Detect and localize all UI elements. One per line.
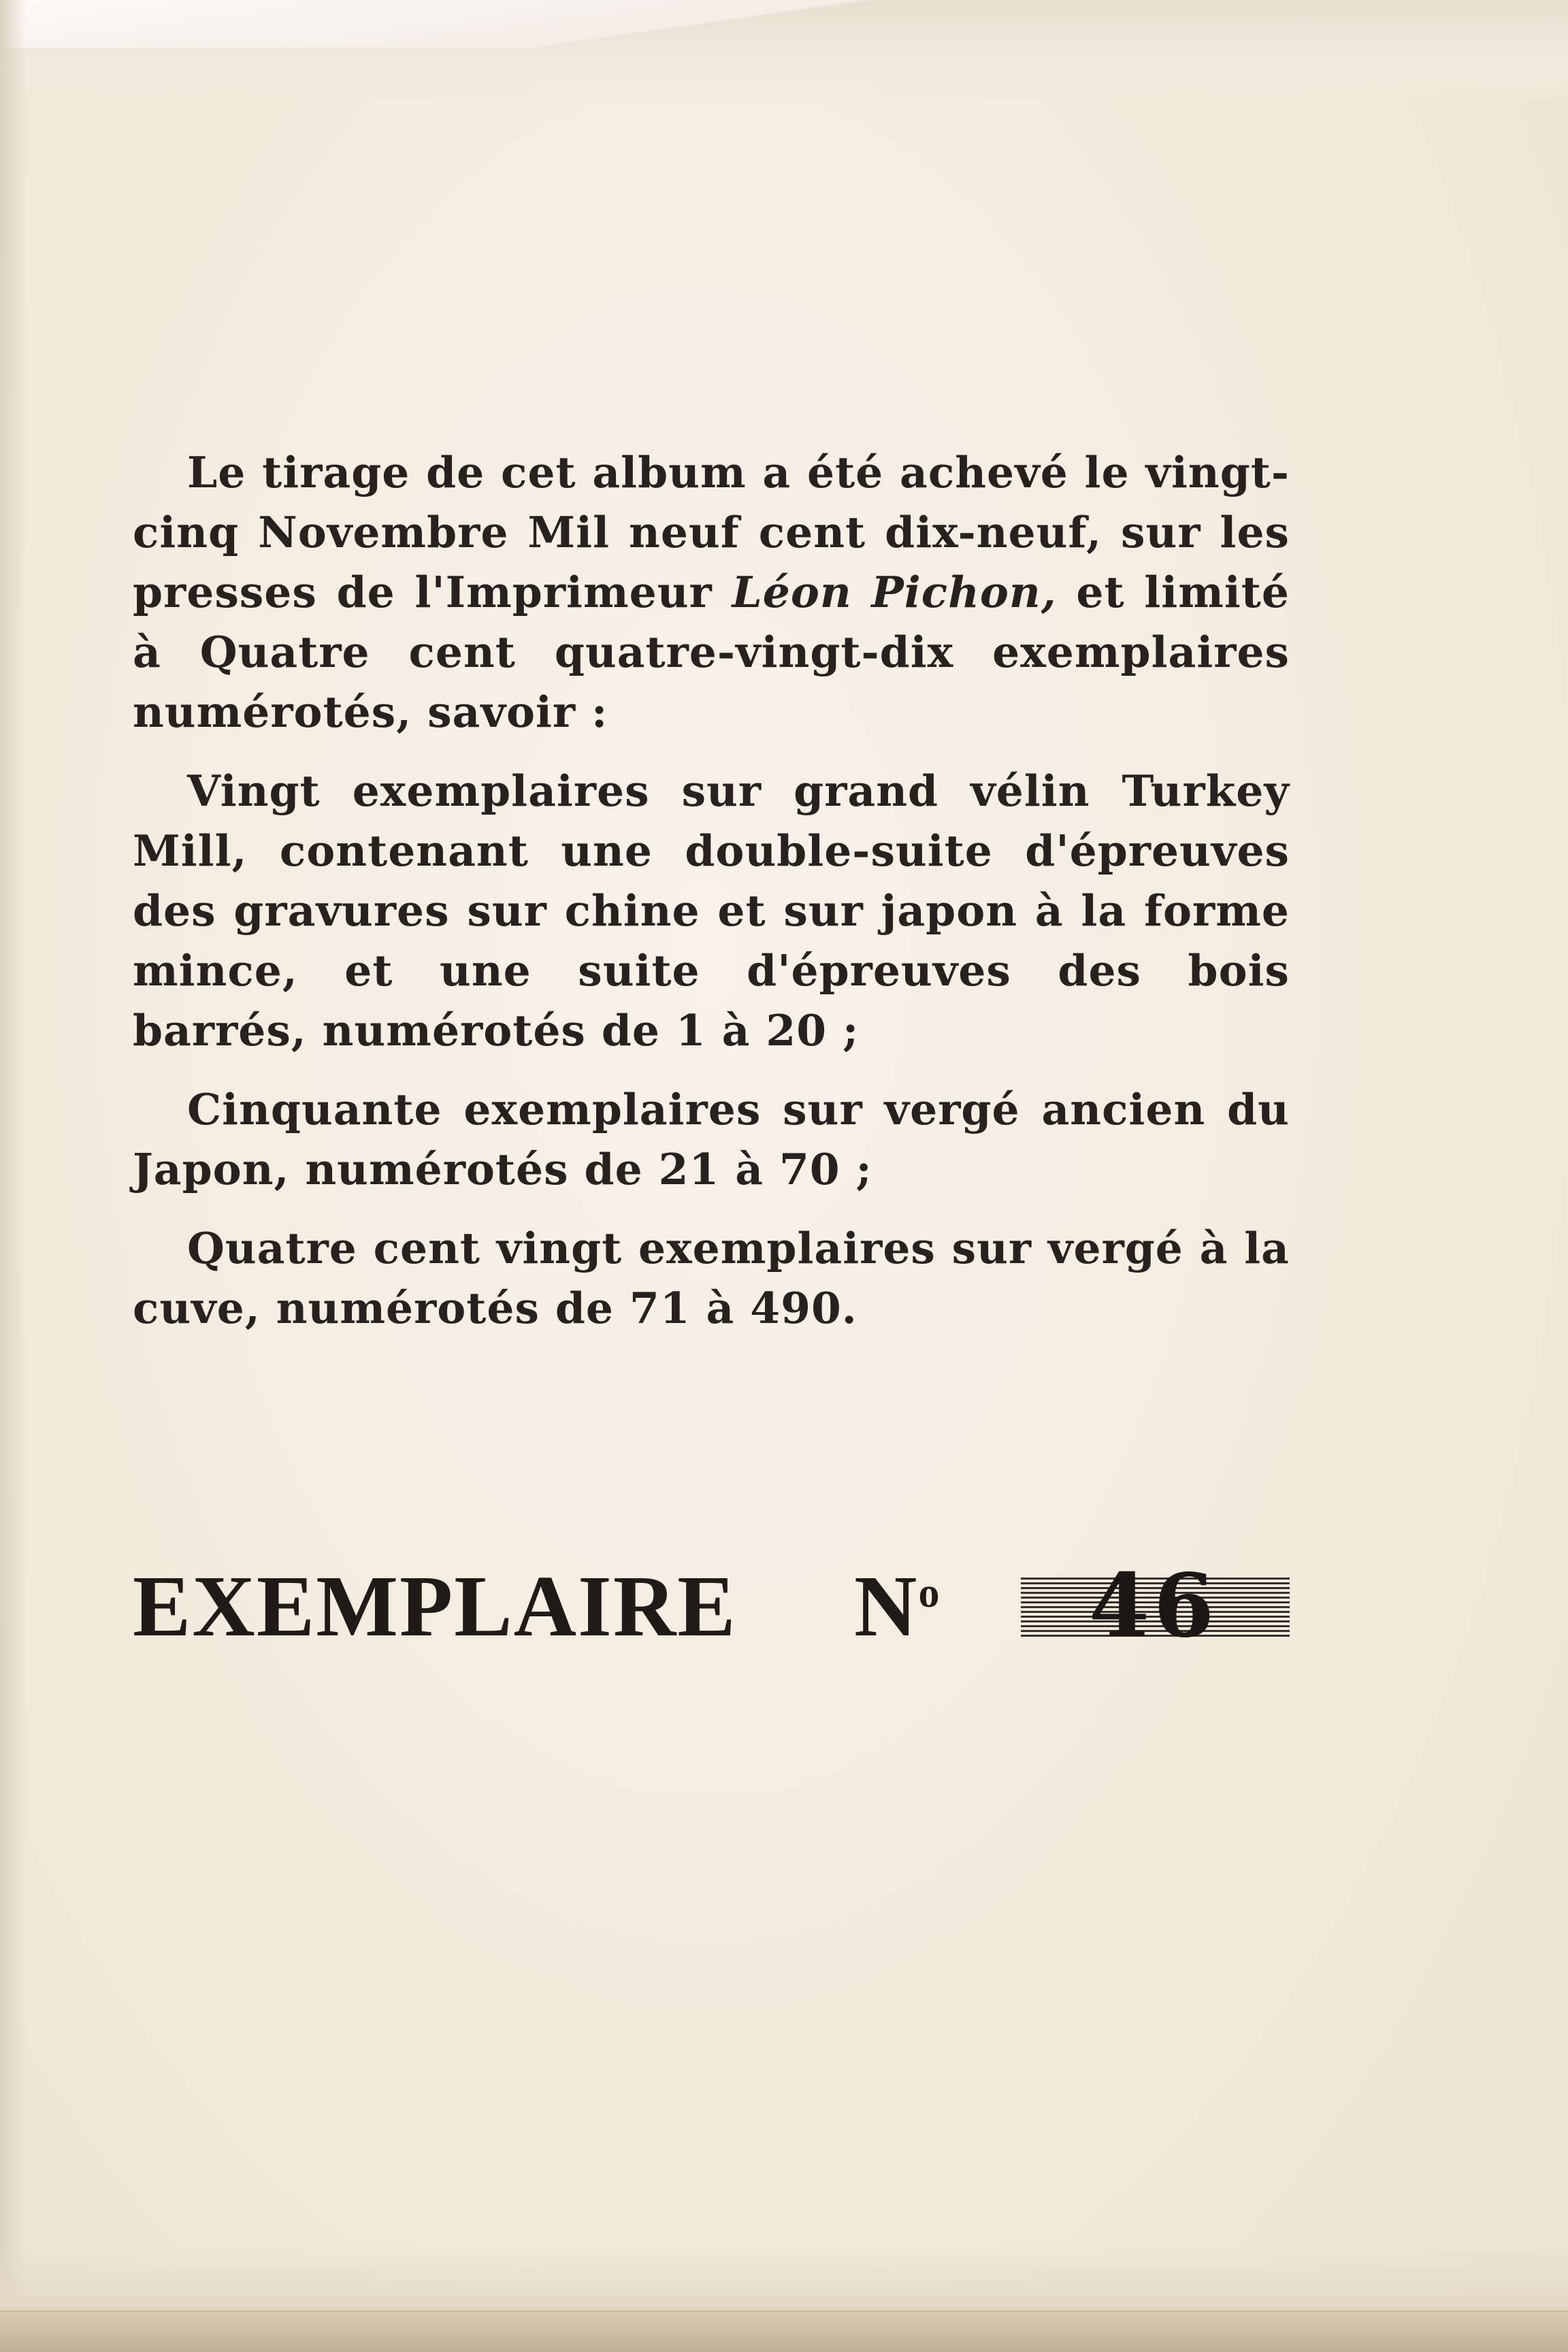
colophon-paragraph-4: Quatre cent vingt exemplaires sur vergé à la cuve, numérotés de 71 à 490. <box>133 1223 1290 1333</box>
number-abbreviation-letter: N <box>854 1558 917 1654</box>
printer-name: Léon Pichon, <box>732 567 1057 617</box>
colophon-text-part1: Le tirage de cet album a été achevé le vingt-cinq Novembre Mil neuf cent dix-neuf, sur les presses de l'Imprimeur <box>133 447 1290 617</box>
gutter-shadow <box>0 0 27 2352</box>
book-edge-strip <box>0 2310 1568 2352</box>
page-top-edge <box>0 0 1568 48</box>
colophon-text <box>133 442 1290 1357</box>
copy-number: 46 <box>1088 1555 1219 1657</box>
exemplaire-label: EXEMPLAIRE <box>133 1558 737 1654</box>
colophon-text-part2: et limité à Quatre cent quatre-vingt-dix exemplaires numérotés, savoir : <box>133 567 1290 737</box>
copy-number-line <box>133 1555 1290 1657</box>
colophon-paragraph-2: Vingt exemplaires sur grand vélin Turkey Mill, contenant une double-suite d'épreuves des gravures sur chine et sur japon à la forme mince, et une suite d'épreuves des bois barrés, numérotés de 1 à 20 ; <box>133 766 1290 1056</box>
number-abbreviation-sup: o <box>918 1570 940 1616</box>
colophon-paragraph-1 <box>133 442 1290 742</box>
colophon-paragraph-3: Cinquante exemplaires sur vergé ancien du Japon, numérotés de 21 à 70 ; <box>133 1084 1290 1194</box>
number-abbreviation <box>854 1558 939 1669</box>
